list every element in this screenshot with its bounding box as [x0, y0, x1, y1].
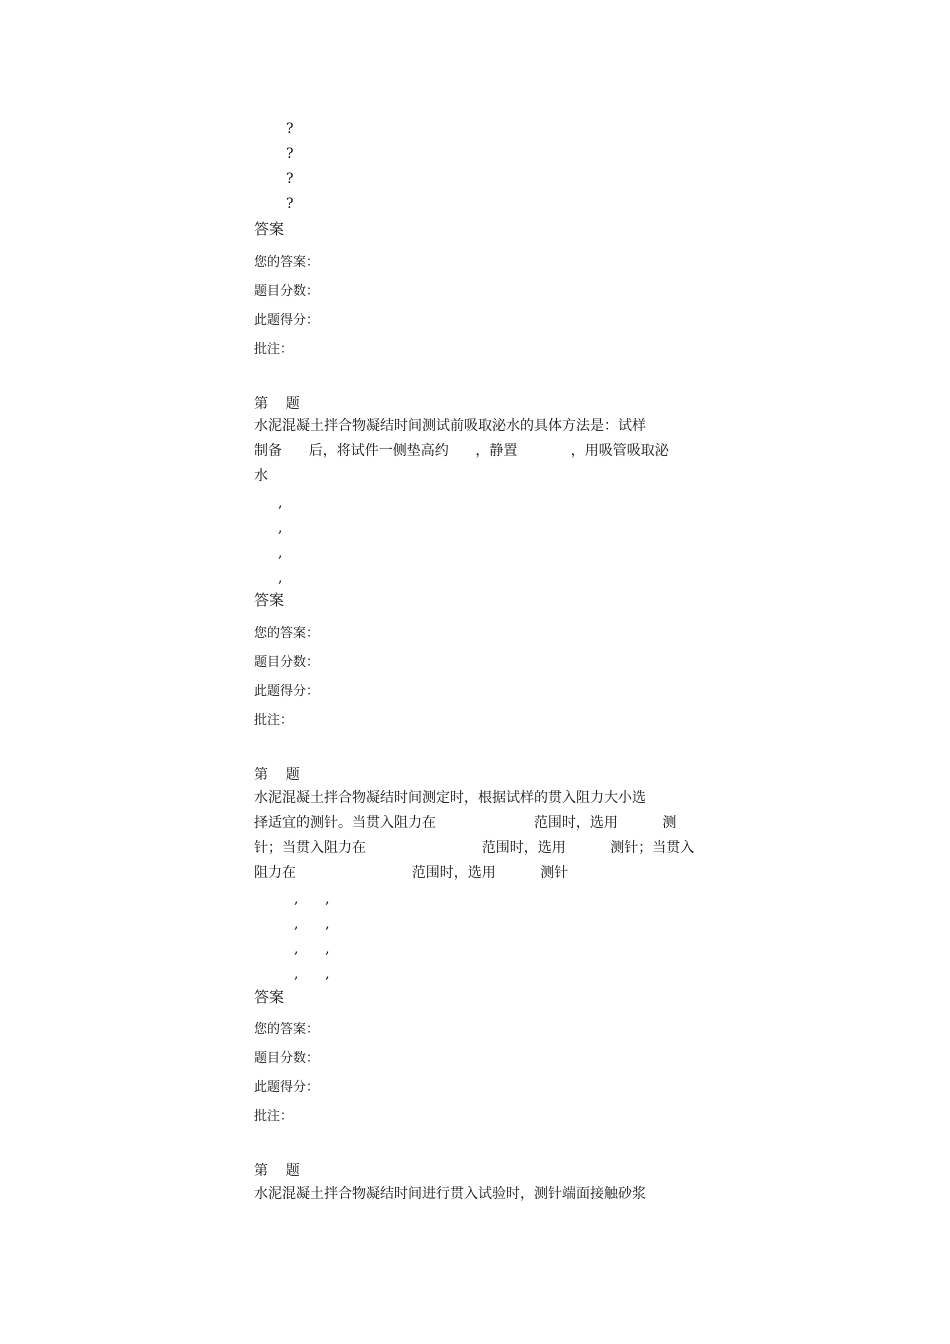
option-marker: ,	[278, 495, 283, 511]
option-marker: ?	[286, 121, 294, 137]
question-text-line: 制备 后，将试件一侧垫高约 ，静置 ，用吸管吸取泌	[254, 443, 669, 459]
question-text-line: 针；当贯入阻力在 范围时，选用 测针；当贯入	[254, 840, 695, 856]
question-text-line: 水	[254, 468, 268, 484]
question-text-line: 水泥混凝土拌合物凝结时间测定时，根据试样的贯入阻力大小选	[254, 790, 646, 806]
score-label: 题目分数：	[254, 284, 320, 299]
option-marker: , ,	[294, 941, 330, 957]
option-marker: , ,	[294, 966, 330, 982]
question-text-line: 水泥混凝土拌合物凝结时间测试前吸取泌水的具体方法是：试样	[254, 418, 646, 434]
note-label: 批注：	[254, 713, 294, 728]
score-label: 题目分数：	[254, 1051, 320, 1066]
your-answer-label: 您的答案：	[254, 1022, 320, 1037]
option-marker: ?	[286, 171, 294, 187]
answer-header: 答案	[254, 220, 285, 238]
got-score-label: 此题得分：	[254, 313, 320, 328]
question-number: 第 题	[254, 767, 300, 783]
option-marker: , ,	[294, 891, 330, 907]
option-marker: , ,	[294, 916, 330, 932]
option-marker: ?	[286, 196, 294, 212]
question-text-line: 择适宜的测针。当贯入阻力在 范围时，选用 测	[254, 815, 677, 831]
score-label: 题目分数：	[254, 655, 320, 670]
note-label: 批注：	[254, 1109, 294, 1124]
answer-header: 答案	[254, 988, 285, 1006]
note-label: 批注：	[254, 342, 294, 357]
got-score-label: 此题得分：	[254, 1080, 320, 1095]
option-marker: ,	[278, 520, 283, 536]
question-text-line: 水泥混凝土拌合物凝结时间进行贯入试验时，测针端面接触砂浆	[254, 1186, 646, 1202]
your-answer-label: 您的答案：	[254, 255, 320, 270]
option-marker: ?	[286, 146, 294, 162]
question-number: 第 题	[254, 1163, 300, 1179]
got-score-label: 此题得分：	[254, 684, 320, 699]
your-answer-label: 您的答案：	[254, 626, 320, 641]
option-marker: ,	[278, 545, 283, 561]
option-marker: ,	[278, 570, 283, 586]
question-text-line: 阻力在 范围时，选用 测针	[254, 865, 569, 881]
answer-header: 答案	[254, 591, 285, 609]
question-number: 第 题	[254, 396, 300, 412]
